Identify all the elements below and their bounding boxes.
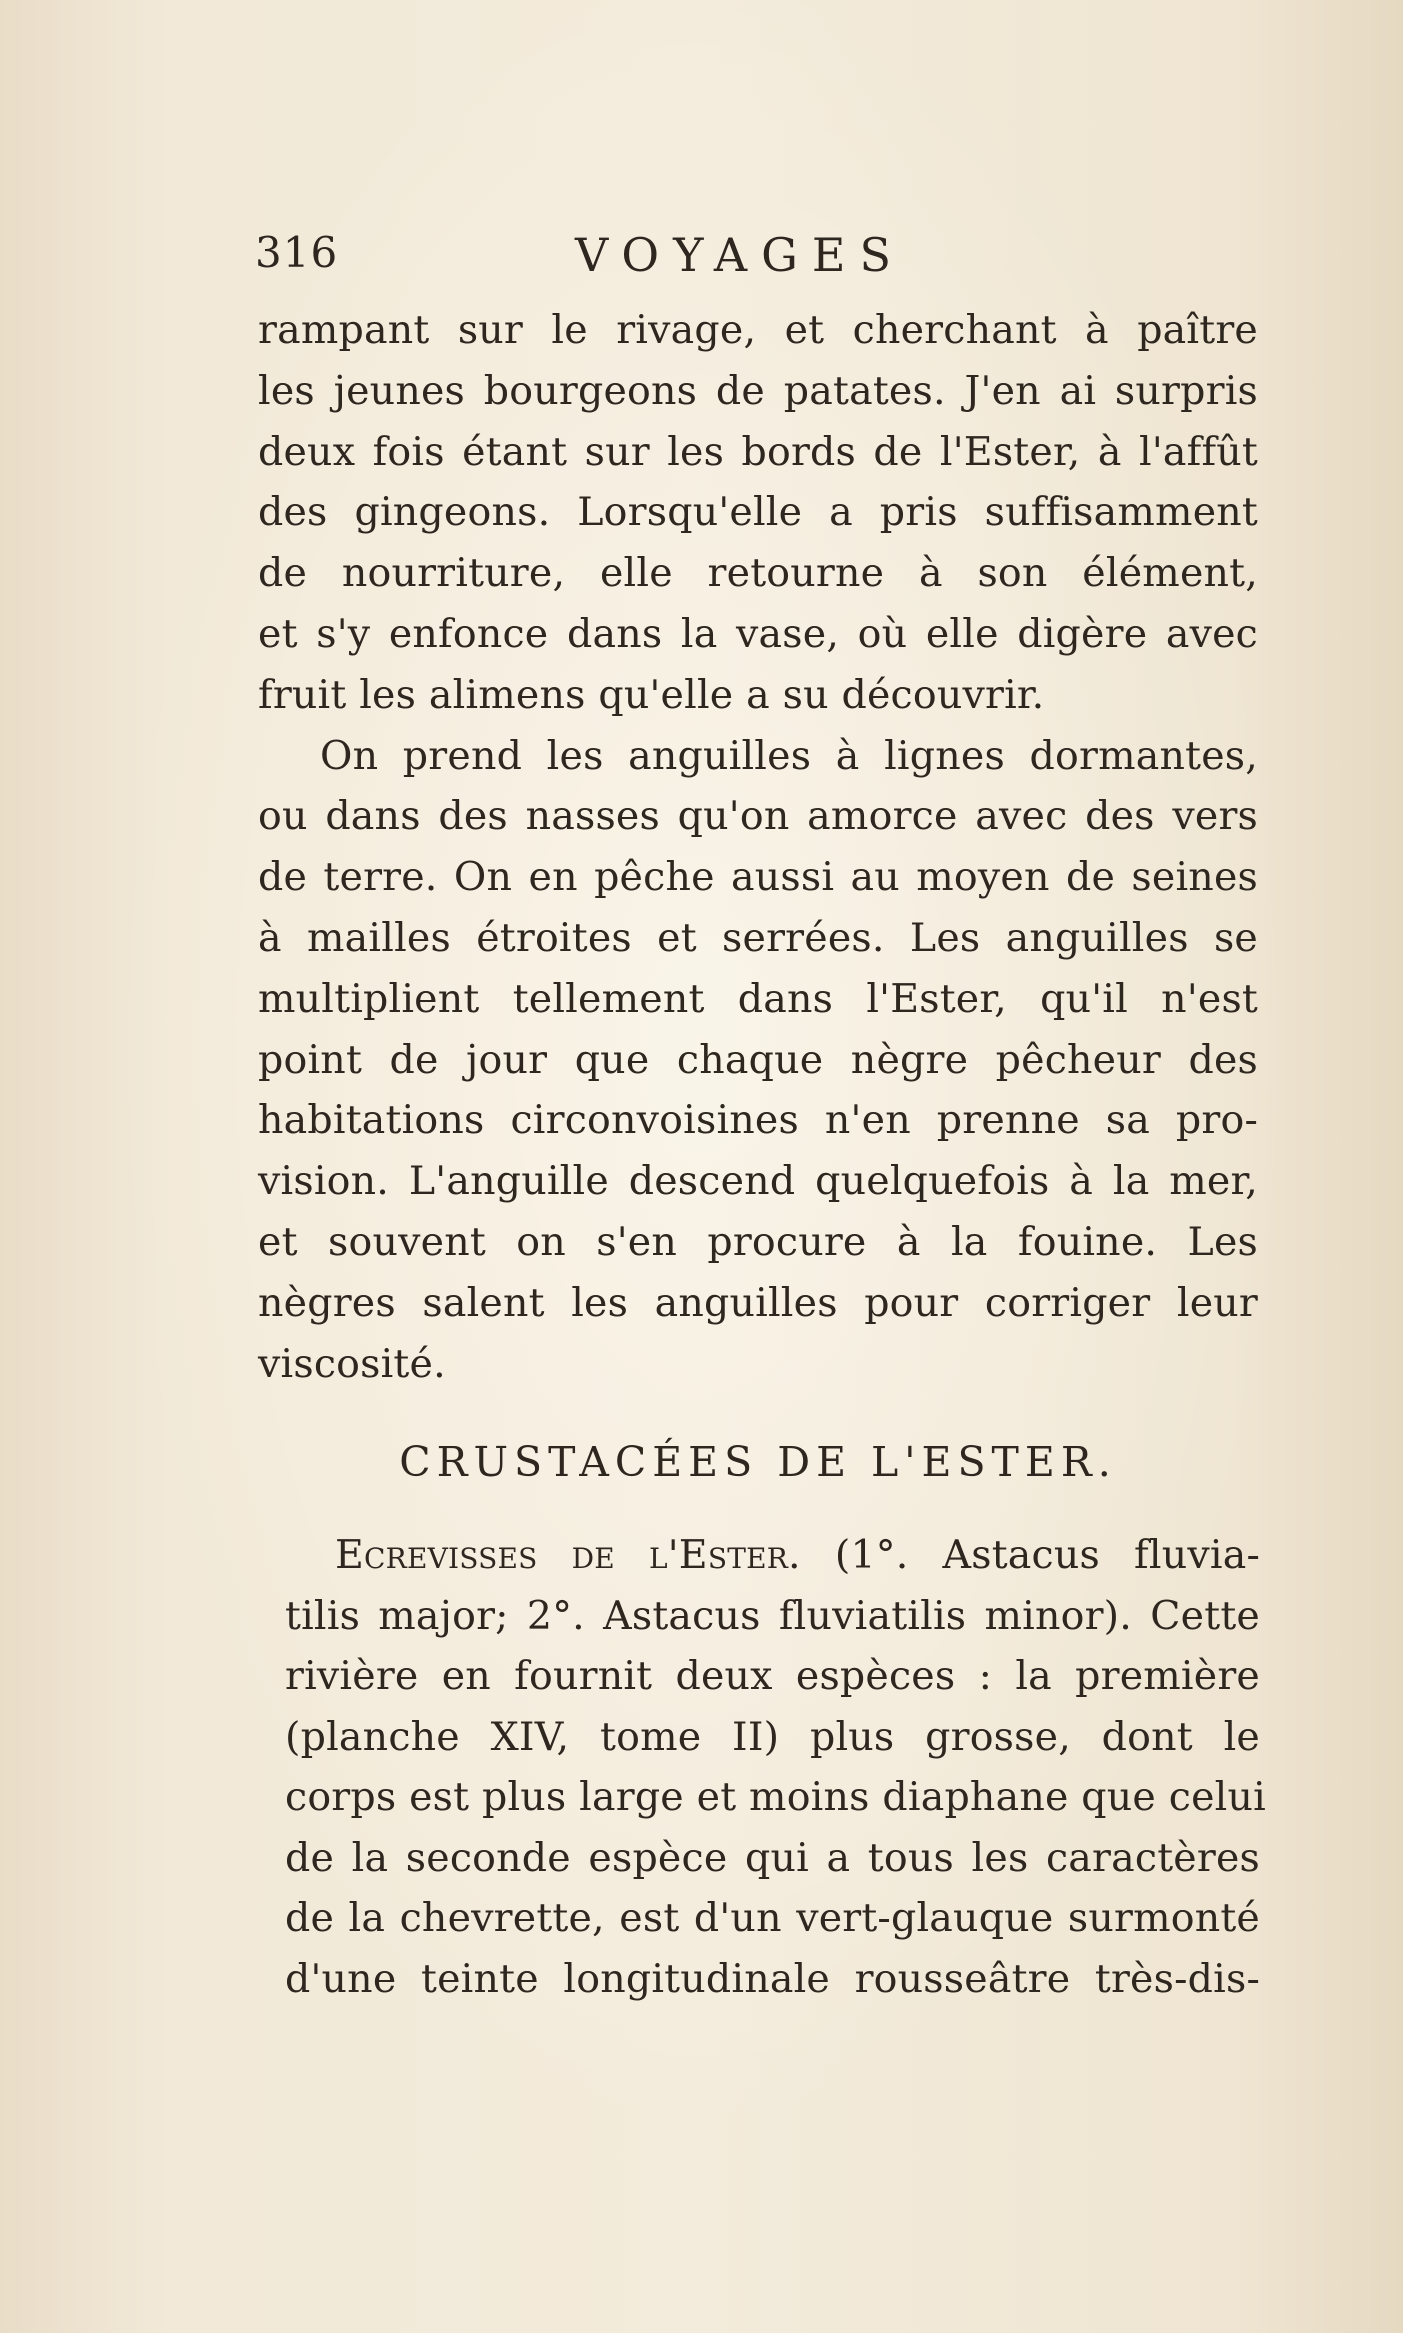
text-line: des gingeons. Lorsqu'elle a pris suffisamment [258, 489, 1258, 536]
text-line: fruit les alimens qu'elle a su découvrir. [258, 671, 1045, 718]
text-line: deux fois étant sur les bords de l'Ester, à l'affût [258, 428, 1258, 475]
page-header [255, 228, 1275, 288]
text-line: de la seconde espèce qui a tous les caractères [285, 1834, 1260, 1881]
page-number: 316 [255, 228, 339, 277]
text-line-rest: (1°. Astacus fluvia- [800, 1532, 1260, 1578]
text-line: et souvent on s'en procure à la fouine. Les [258, 1218, 1258, 1265]
text-line: de nourriture, elle retourne à son élément, [258, 550, 1258, 597]
text-line [285, 1525, 1260, 1586]
text-line: point de jour que chaque nègre pêcheur des [258, 1036, 1258, 1083]
text-line: corps est plus large et moins diaphane que celui [285, 1774, 1266, 1820]
text-line: tilis major; 2°. Astacus fluviatilis minor). Cette [285, 1592, 1260, 1639]
running-head: VOYAGES [575, 228, 905, 282]
text-line: de la chevrette, est d'un vert-glauque surmonté [285, 1895, 1260, 1941]
text-line: de terre. On en pêche aussi au moyen de seines [258, 854, 1258, 901]
text-line: habitations circonvoisines n'en prenne sa pro- [258, 1097, 1258, 1144]
text-line: nègres salent les anguilles pour corriger leur [258, 1279, 1258, 1326]
text-line: On prend les anguilles à lignes dormantes, [320, 732, 1258, 779]
text-line: vision. L'anguille descend quelquefois à la mer, [258, 1158, 1258, 1205]
text-line: d'une teinte longitudinale rousseâtre très-dis- [285, 1955, 1260, 2002]
text-line: (planche XIV, tome II) plus grosse, dont le [285, 1713, 1260, 1760]
text-line: multiplient tellement dans l'Ester, qu'il n'est [258, 975, 1258, 1022]
text-line: et s'y enfonce dans la vase, où elle digère avec [258, 610, 1258, 657]
text-line: rampant sur le rivage, et cherchant à paître [258, 307, 1258, 353]
text-line: viscosité. [258, 1340, 446, 1387]
text-line: à mailles étroites et serrées. Les anguilles se [258, 914, 1258, 961]
main-text-block [258, 300, 1258, 1394]
paragraph-2 [258, 726, 1258, 1395]
text-line: rivière en fournit deux espèces : la première [285, 1653, 1260, 1699]
text-line: ou dans des nasses qu'on amorce avec des vers [258, 793, 1258, 840]
paragraph-1 [258, 300, 1258, 726]
text-line: les jeunes bourgeons de patates. J'en ai surpris [258, 367, 1258, 414]
lead-term: Ecrevisses de l'Ester. [335, 1532, 801, 1578]
paragraph-3 [285, 1525, 1266, 2009]
section-heading: CRUSTACÉES DE L'ESTER. [399, 1438, 1117, 1486]
